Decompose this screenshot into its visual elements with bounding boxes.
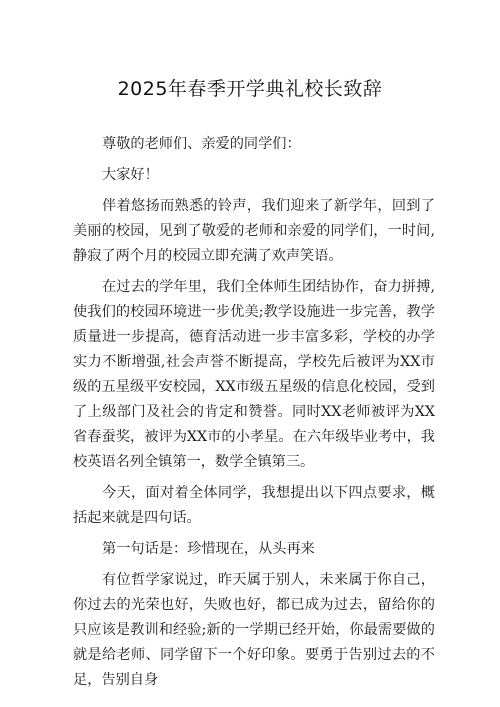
greeting-line: 大家好！: [102, 167, 159, 183]
document-body: [73, 132, 435, 699]
body-paragraph: 伴着悠扬而熟悉的铃声，我们迎来了新学年，回到了美丽的校园，见到了敬爱的老师和亲爱的同学们，一时间,静寂了两个月的校园立即充满了欢声笑语。: [73, 198, 435, 264]
salutation-line: 尊敬的老师们、亲爱的同学们：: [102, 136, 301, 152]
body-paragraph: 有位哲学家说过，昨天属于别人，未来属于你自己，你过去的光荣也好，失败也好，都已成为过去，留给你的只应该是教训和经验;新的一学期已经开始，你最需要做的就是给老师、同学留下一个好印象。要勇于告别过去的不足，告别自身: [73, 572, 435, 688]
body-paragraph: 今天，面对着全体同学，我想提出以下四点要求，概括起来就是四句话。: [73, 485, 435, 526]
section-heading: 第一句话是：珍惜现在，从头再来: [102, 541, 315, 557]
body-paragraph: 在过去的学年里，我们全体师生团结协作，奋力拼搏,使我们的校园环境进一步优美;教学设施进一步完善，教学质量进一步提高，德育活动进一步丰富多彩，学校的办学实力不断增强,社会声誉不断提高，学校先后被评为XX市级的五星级平安校园，XX市级五星级的信息化校园，受到了上级部门及社会的肯定和赞誉。同时XX老师被评为XX省春蚕奖，被评为XX市的小孝星。在六年级毕业考中，我校英语名列全镇第一，数学全镇第三。: [73, 279, 435, 470]
document-title: 2025年春季开学典礼校长致辞: [117, 78, 383, 100]
